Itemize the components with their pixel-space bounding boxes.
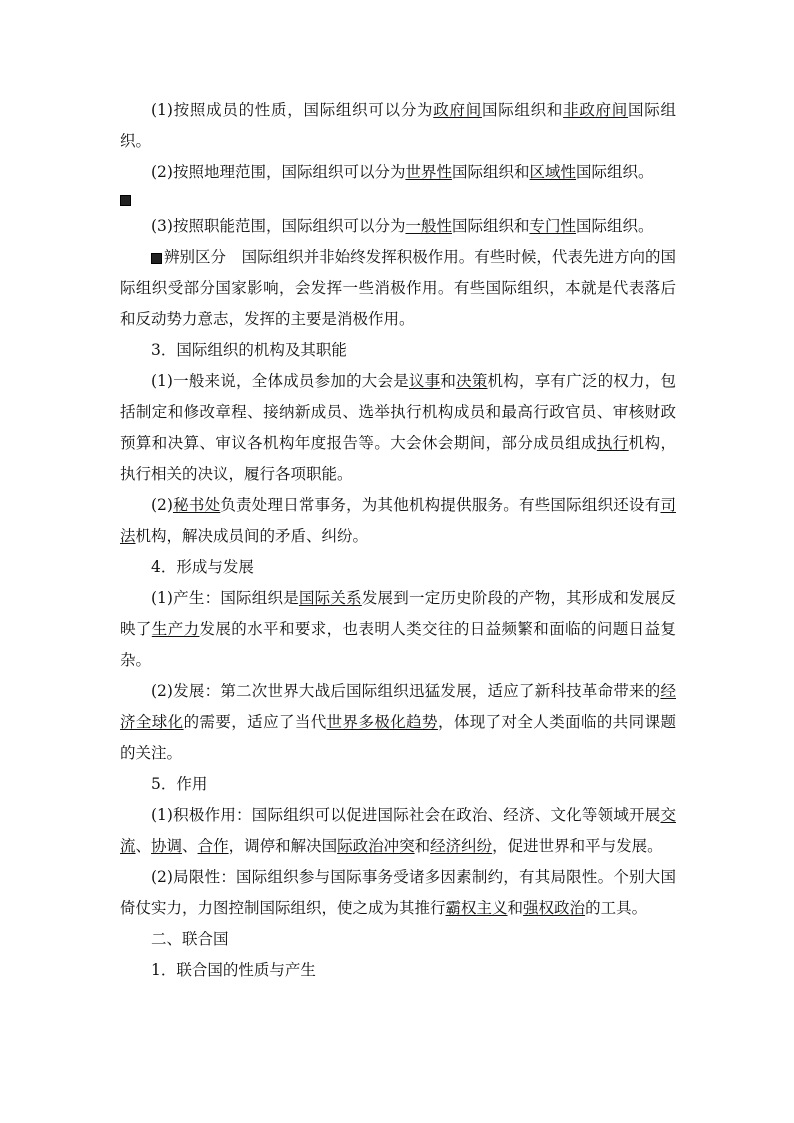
text-segment: 5．作用: [151, 775, 208, 793]
text-segment: 、: [135, 837, 152, 855]
text-segment: 和: [507, 899, 524, 917]
paragraph: [120, 95, 676, 157]
text-segment: 国际组织和: [481, 101, 564, 119]
text-segment: 机构，享有广泛的权力，包括制定和修改章程、接纳新成员、选举执行机构成员和最高行政官员、审核财政预算和决算、审议各机构年度报告等。大会休会期间，部分成员组成: [120, 372, 676, 452]
section-heading: [120, 955, 676, 986]
underlined-term: 秘书处: [172, 496, 221, 514]
text-segment: 、: [182, 837, 198, 855]
text-segment: ，调停和解决国: [228, 837, 338, 855]
underlined-term: 专门性: [529, 217, 577, 235]
text-segment: (3)按照职能范围，国际组织可以分为: [151, 217, 406, 235]
text-segment: 国际组织。: [576, 163, 654, 181]
underlined-term: 一般性: [405, 217, 452, 235]
text-segment: 辨别区分 国际组织并非始终发挥积极作用。有些时候，代表先进方向的国际组织受部分国家影响，会发挥一些消极作用。有些国际组织，本就是代表落后和反动势力意志，发挥的主要是消极作用。: [120, 248, 676, 328]
text-segment: 国际组织和: [451, 163, 530, 181]
underlined-term: 际政治冲突: [337, 837, 415, 855]
text-segment: (2): [151, 496, 173, 514]
text-segment: ，促进世界和平与发展。: [492, 837, 663, 855]
underlined-term: 世界多极化趋势: [326, 713, 438, 731]
paragraph: [120, 800, 676, 862]
section-heading: [120, 924, 676, 955]
text-segment: (2)按照地理范围，国际组织可以分为: [151, 163, 406, 181]
underlined-term: 合作: [197, 837, 229, 855]
text-segment: 3．国际组织的机构及其职能: [151, 341, 347, 359]
text-segment: ，体现了对全人类面临的共同课题的关注。: [120, 713, 676, 762]
text-segment: 和: [440, 372, 457, 390]
paragraph: [120, 583, 676, 676]
text-segment: (1)产生：国际组织是: [151, 589, 299, 607]
marker-icon: [151, 253, 162, 264]
text-segment: 二、联合国: [151, 930, 229, 948]
text-segment: 的需要，适应了当代: [183, 713, 327, 731]
underlined-term: 交流: [120, 806, 676, 855]
underlined-term: 世界性: [405, 163, 452, 181]
underlined-term: 经济全球化: [120, 682, 676, 731]
text-segment: 国际组织。: [120, 101, 676, 150]
paragraph: [120, 157, 676, 188]
document-body: [120, 95, 676, 986]
underlined-term: 霸权主义: [445, 899, 508, 917]
text-segment: 机构，解决成员间的矛盾、纠纷。: [135, 527, 369, 545]
underlined-term: 执行: [596, 434, 629, 452]
text-segment: 负责处理日常事务，为其他机构提供服务。有些国际组织还设有: [220, 496, 661, 514]
underlined-term: 政府间: [433, 101, 482, 119]
margin-marker-line: [120, 188, 676, 211]
marker-icon: [120, 195, 131, 206]
section-heading: [120, 335, 676, 366]
underlined-term: 经济纠纷: [430, 837, 493, 855]
text-segment: (2)局限性：国际组织参与国际事务受诸多因素制约，有其局限性。个别大国倚仗实力，力图控制国际组织，使之成为其推行: [120, 868, 676, 917]
underlined-term: 决策: [456, 372, 488, 390]
text-segment: 和: [414, 837, 431, 855]
text-segment: (1)按照成员的性质，国际组织可以分为: [151, 101, 434, 119]
paragraph: [120, 211, 676, 242]
text-segment: 发展的水平和要求，也表明人类交往的日益频繁和面临的问题日益复杂。: [120, 620, 676, 669]
underlined-term: 区域性: [529, 163, 577, 181]
text-segment: 国际组织和: [451, 217, 530, 235]
text-segment: 1．联合国的性质与产生: [151, 961, 316, 979]
underlined-term: 议事: [408, 372, 441, 390]
text-segment: (1)一般来说，全体成员参加的大会是: [151, 372, 409, 390]
underlined-term: 非政府间: [563, 101, 628, 119]
underlined-term: 协调: [151, 837, 183, 855]
paragraph: [120, 490, 676, 552]
section-heading: [120, 552, 676, 583]
text-segment: 国际组织。: [576, 217, 654, 235]
underlined-term: 国际关系: [298, 589, 362, 607]
section-heading: [120, 769, 676, 800]
text-segment: 4．形成与发展: [151, 558, 254, 576]
text-segment: 的工具。: [585, 899, 648, 917]
paragraph: [120, 862, 676, 924]
paragraph: [120, 366, 676, 490]
paragraph: [120, 676, 676, 769]
underlined-term: 生产力: [151, 620, 200, 638]
underlined-term: 司法: [120, 496, 676, 545]
text-segment: (2)发展：第二次世界大战后国际组织迅猛发展，适应了新科技革命带来的: [151, 682, 661, 700]
text-segment: (1)积极作用：国际组织可以促进国际社会在政治、经济、文化等领域开展: [151, 806, 661, 824]
underlined-term: 强权政治: [523, 899, 586, 917]
text-segment: 机构，执行相关的决议，履行各项职能。: [120, 434, 676, 483]
text-segment: 发展到一定历史阶段的产物，其形成和发展反映了: [120, 589, 676, 638]
paragraph: [120, 242, 676, 335]
